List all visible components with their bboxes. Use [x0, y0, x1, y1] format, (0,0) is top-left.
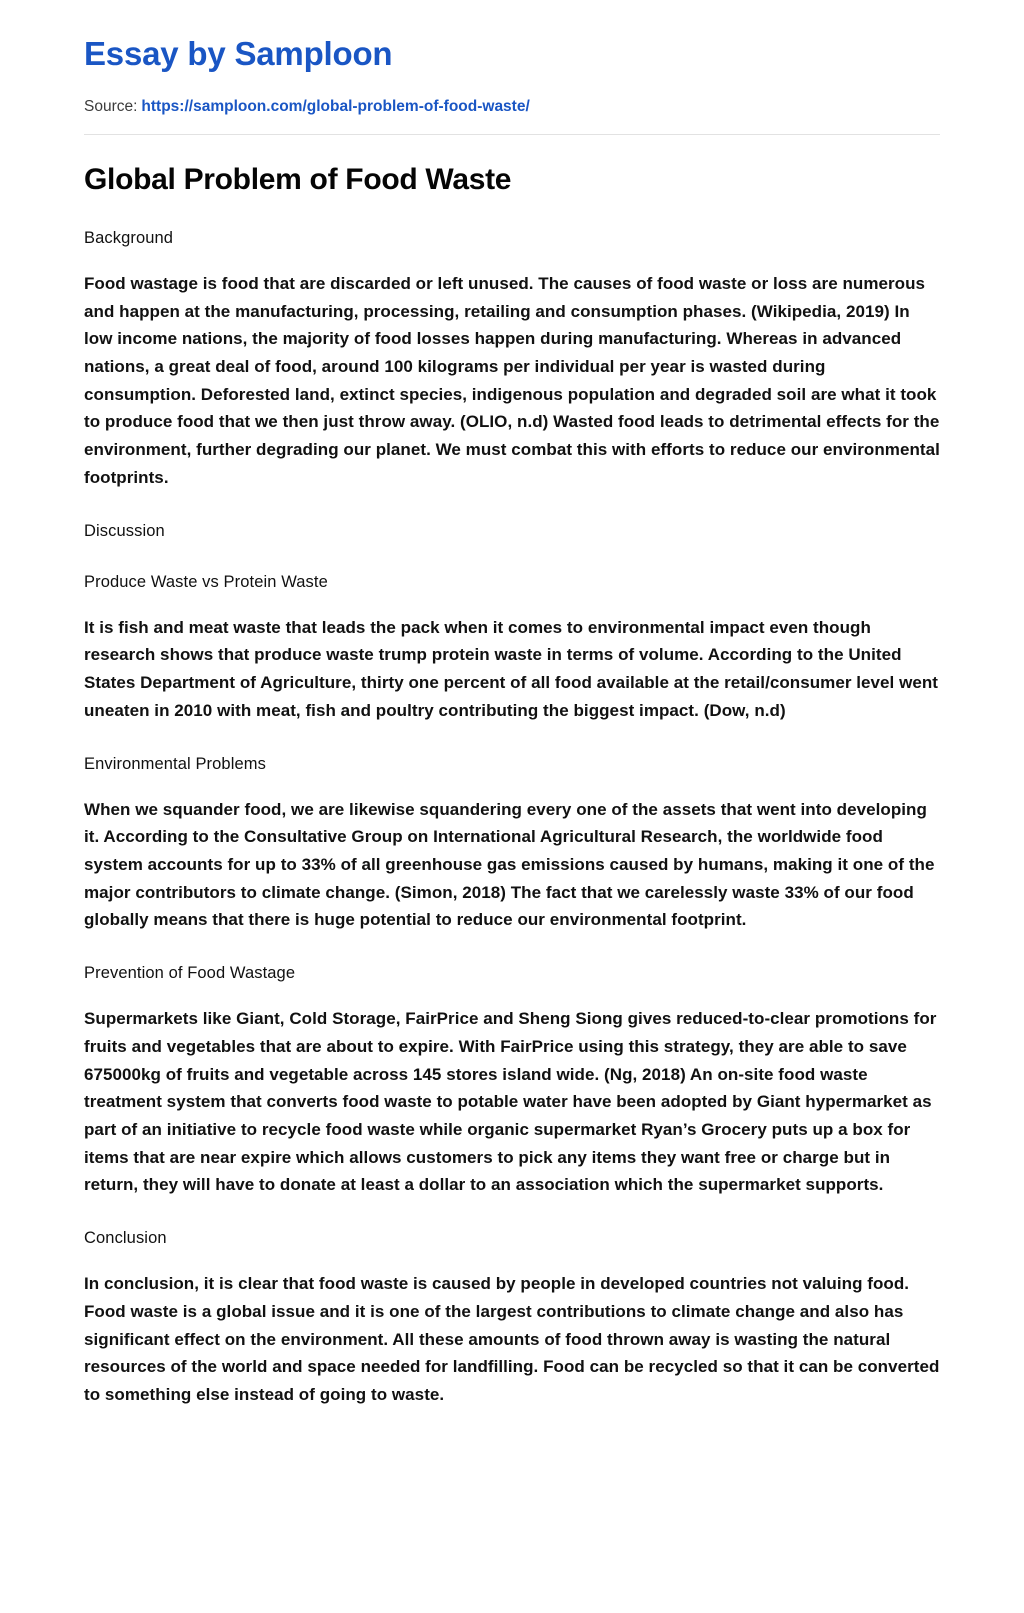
section-heading-conclusion: Conclusion	[84, 1229, 167, 1248]
section-body-conclusion: In conclusion, it is clear that food waste is caused by people in developed countries not valuing food. Food waste is a global issue and it is one of the largest contributions to climate change and also has significant effect on the environment. All these amounts of food thrown away is wasting the natural resources of the world and space needed for landfilling. Food can be recycled so that it can be converted to something else instead of going to waste.	[84, 1274, 940, 1405]
site-brand-title: Essay by Samploon	[84, 35, 393, 72]
section-body-background: Food wastage is food that are discarded or left unused. The causes of food waste or loss are numerous and happen at the manufacturing, processing, retailing and consumption phases. (Wikipedia, 2019) In low income nations, the majority of food losses happen during manufacturing. Whereas in advanced nations, a great deal of food, around 100 kilograms per individual per year is wasted during consumption. Deforested land, extinct species, indigenous population and degraded soil are what it took to produce food that we then just throw away. (OLIO, n.d) Wasted food leads to detrimental effects for the environment, further degrading our planet. We must combat this with efforts to reduce our environmental footprints.	[84, 273, 940, 487]
source-url-link[interactable]: https://samploon.com/global-problem-of-food-waste/	[141, 97, 530, 115]
section-body-produce-waste-vs-protein-waste: It is fish and meat waste that leads the pack when it comes to environmental impact even though research shows that produce waste trump protein waste in terms of volume. According to the United States Department of Agriculture, thirty one percent of all food available at the retail/consumer level went uneaten in 2010 with meat, fish and poultry contributing the biggest impact. (Dow, n.d)	[84, 617, 939, 720]
section-body-prevention-of-food-wastage: Supermarkets like Giant, Cold Storage, FairPrice and Sheng Siong gives reduced-to-clear promotions for fruits and vegetables that are about to expire. With FairPrice using this strategy, they are able to save 675000kg of fruits and vegetable across 145 stores island wide. (Ng, 2018) An on-site food waste treatment system that converts food waste to potable water have been adopted by Giant hypermarket as part of an initiative to recycle food waste while organic supermarket Ryan’s Grocery puts up a box for items that are near expire which allows customers to pick any items they want free or charge but in return, they will have to donate at least a dollar to an association which the supermarket supports.	[84, 1009, 937, 1195]
source-line	[84, 96, 940, 118]
section-heading-produce-waste-vs-protein-waste: Produce Waste vs Protein Waste	[84, 572, 328, 591]
section-body-environmental-problems: When we squander food, we are likewise squandering every one of the assets that went into developing it. According to the Consultative Group on International Agricultural Research, the worldwide food system accounts for up to 33% of all greenhouse gas emissions caused by humans, making it one of the major contributors to climate change. (Simon, 2018) The fact that we carelessly waste 33% of our food globally means that there is huge potential to reduce our environmental footprint.	[84, 799, 935, 930]
section-heading-environmental-problems: Environmental Problems	[84, 754, 266, 773]
source-label: Source:	[84, 97, 138, 115]
section-heading-background: Background	[84, 228, 174, 247]
section-heading-prevention-of-food-wastage: Prevention of Food Wastage	[84, 964, 296, 983]
header-divider	[84, 134, 940, 135]
section-heading-discussion: Discussion	[84, 521, 165, 540]
page-title: Global Problem of Food Waste	[84, 163, 512, 197]
